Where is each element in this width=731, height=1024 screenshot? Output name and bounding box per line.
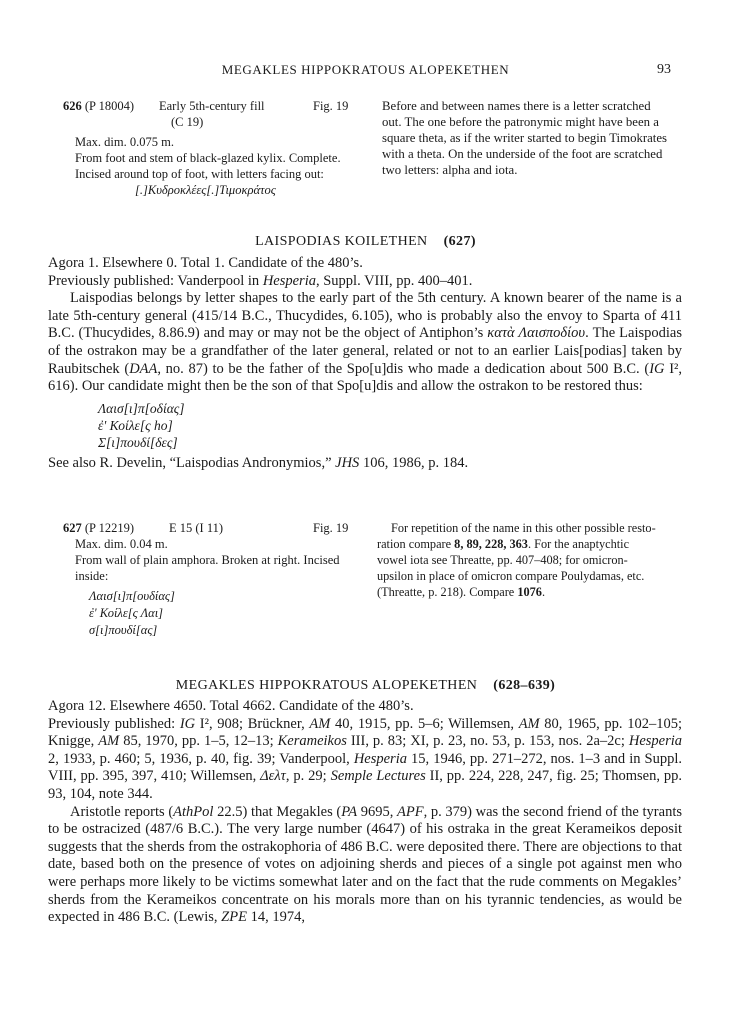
comment-line: ration compare 8, 89, 228, 363. For the anaptychtic [377, 537, 630, 551]
section-627-body [48, 255, 682, 472]
published-line: Previously published: Vanderpool in Hesperia, Suppl. VIII, pp. 400–401. [48, 272, 473, 289]
description: From wall of plain amphora. Broken at right. Incised [75, 553, 340, 567]
comment-line: Before and between names there is a letter scratched [382, 99, 651, 113]
summary-line: Agora 12. Elsewhere 4650. Total 4662. Candidate of the 480’s. [48, 698, 414, 714]
comment-line: with a theta. On the underside of the foot are scratched [382, 147, 663, 161]
entry-627-comment [377, 520, 683, 600]
comment-line: (Threatte, p. 218). Compare 1076. [377, 585, 546, 599]
figure-ref: Fig. 19 [313, 521, 349, 535]
entry-number: 627 (P 12219) [63, 521, 135, 535]
inscription: Λαισ[ι]π[ουδίας] ἐ' Κοίλε[ς Λαι] σ[ι]πουδί[ας] [89, 589, 175, 637]
comment-line: For repetition of the name in this other possible resto- [391, 521, 656, 535]
section-628-body [48, 698, 682, 927]
description: inside: [75, 569, 109, 583]
comment-line: out. The one before the patronymic might have been a [382, 115, 659, 129]
max-dim: Max. dim. 0.075 m. [75, 135, 174, 149]
entry-627 [63, 520, 363, 639]
inscription: Λαισ[ι]π[οδίας] ἐ' Κοίλε[ς hο] Σ[ι]πουδί[δες] [98, 400, 185, 450]
description: From foot and stem of black-glazed kylix. Complete. [75, 151, 341, 165]
summary-line: Agora 1. Elsewhere 0. Total 1. Candidate of the 480’s. [48, 255, 363, 271]
entry-626-comment [382, 98, 682, 178]
page-number: 93 [657, 62, 671, 77]
comment-line: two letters: alpha and iota. [382, 163, 518, 177]
context: Early 5th-century fill [159, 99, 265, 113]
paragraph: Laispodias belongs by letter shapes to the early part of the 5th century. A known bearer of the name is a late 5th-century general (415/14 B.C., Thucydides, 6.105), who is probably also the envoy to Sparta of 411 B.C. (Thucydides, 8.86.9) and may or may not be the object of Antiphon’s κατὰ Λαισποδίου. The Laispodias of the ostrakon may be a grandfather of the later general, related or not to an earlier Lais[podias] taken by Raubitschek (DAA, no. 87) to be the father of the Spo[u]dis who made a dedication about 500 B.C. (IG I², 616). Our candidate might then be the son of that Spo[u]dis and allow the ostrakon to be restored thus: [48, 290, 682, 395]
entry-number: 626 (P 18004) [63, 99, 135, 113]
inscription: [.]Κυδροκλέες[.]Τιμοκράτος [135, 183, 276, 197]
running-title: MEGAKLES HIPPOKRATOUS ALOPEKETHEN [221, 62, 510, 77]
comment-line: square theta, as if the writer started to begin Timokrates [382, 131, 668, 145]
comment-line: vowel iota see Threatte, pp. 407–408; for omicron- [377, 553, 628, 567]
figure-ref: Fig. 19 [313, 99, 349, 113]
context: E 15 (I 11) [169, 521, 224, 535]
page-header [0, 62, 731, 82]
comment-line: upsilon in place of omicron compare Poulydamas, etc. [377, 569, 645, 583]
max-dim: Max. dim. 0.04 m. [75, 537, 168, 551]
entry-626 [63, 98, 363, 198]
see-also: See also R. Develin, “Laispodias Andronymios,” JHS 106, 1986, p. 184. [48, 454, 469, 471]
section-title: MEGAKLES HIPPOKRATOUS ALOPEKETHEN (628–639) [175, 678, 556, 693]
paragraph: Aristotle reports (AthPol 22.5) that Megakles (PA 9695, APF, p. 379) was the second friend of the tyrants to be ostracized (487/6 B.C.). The very large number (4647) of his ostraka in the great Kerameikos deposit suggests that the sherds from the ostrakophoria of 486 B.C. were deposited there. There are objections to that date, based both on the presence of votes on adjoining sherds and pieces of a single pot against men who were perhaps more likely to be victims somewhat later and on the fact that the rude comments on Megakles’ sherds from the Kerameikos concentrate on his morals more than on his tyrannic tendencies, as would be expected in 486 B.C. (Lewis, ZPE 14, 1974, [48, 803, 683, 926]
description: Incised around top of foot, with letters facing out: [75, 167, 324, 181]
published-paragraph: Previously published: IG I², 908; Brückner, AM 40, 1915, pp. 5–6; Willemsen, AM 80, 1965, pp. 102–105; Knigge, AM 85, 1970, pp. 1–5, 12–13; Kerameikos III, p. 83; XI, p. 23, no. 53, p. 153, nos. 2a–2c; Hesperia 2, 1933, p. 460; 5, 1936, p. 40, fig. 39; Vanderpool, Hesperia 15, 1946, pp. 271–272, nos. 1–3 and in Suppl. VIII, pp. 395, 397, 410; Willemsen, Δελτ, p. 29; Semple Lectures II, pp. 224, 228, 247, fig. 25; Thomsen, pp. 93, 104, note 344. [48, 715, 683, 802]
context-sub: (C 19) [171, 115, 204, 129]
section-title: LAISPODIAS KOILETHEN (627) [255, 234, 476, 249]
